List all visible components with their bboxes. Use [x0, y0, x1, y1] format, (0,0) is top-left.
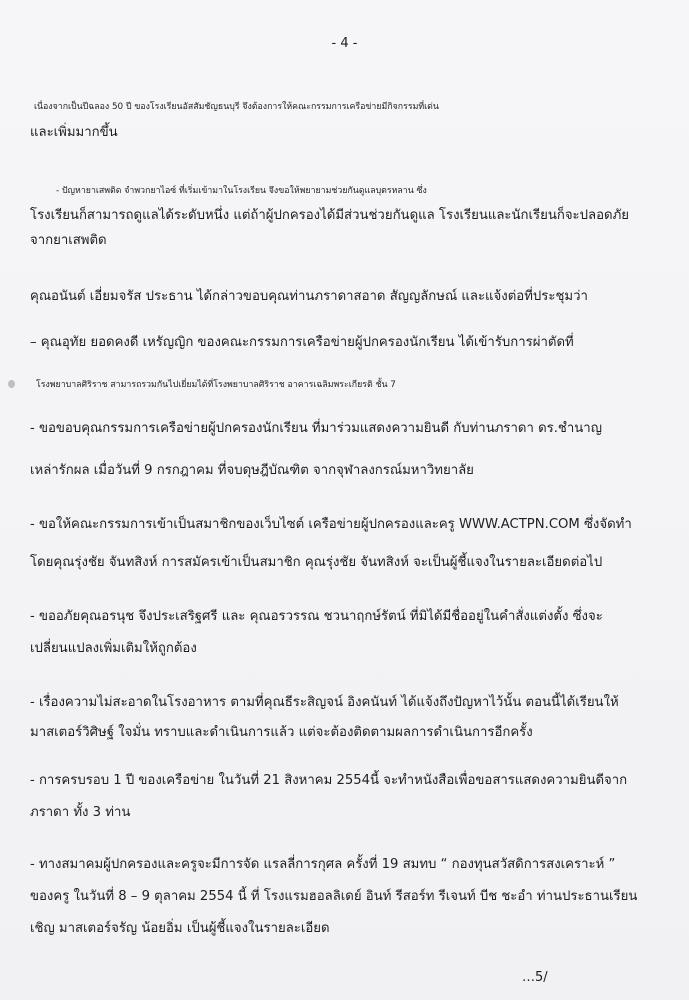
- page-number: - 4 -: [331, 36, 358, 51]
- text-line-9: - ขอขอบคุณกรรมการเครือข่ายผู้ปกครองนักเรียน ที่มาร่วมแสดงความยินดี กับท่านภราดา ดร.ชำนาญ: [30, 421, 602, 436]
- text-line-14: เปลี่ยนแปลงเพิ่มเติมให้ถูกต้อง: [30, 641, 197, 656]
- text-line-17: - การครบรอบ 1 ปี ของเครือข่าย ในวันที่ 21 สิงหาคม 2554นี้ จะทำหนังสือเพื่อขอสารแสดงความยินดีจาก: [30, 773, 628, 788]
- text-line-5: จากยาเสพติด: [30, 233, 107, 248]
- text-line-2: และเพิ่มมากขึ้น: [30, 125, 118, 140]
- text-line-18: ภราดา ทั้ง 3 ท่าน: [30, 805, 131, 820]
- text-line-13: - ขออภัยคุณอรนุช จึงประเสริฐศรี และ คุณอรวรรณ ชวนาฤกษ์รัตน์ ที่มิได้มีชื่ออยู่ในคำสั่งแต่งตั้ง ซึ่งจะ: [30, 609, 603, 624]
- text-line-20: ของครู ในวันที่ 8 – 9 ตุลาคม 2554 นี้ ที่ โรงแรมฮอลลิเดย์ อินท์ รีสอร์ท รีเจนท์ บีช ชะอำ ท่านประธานเรียน: [30, 889, 638, 904]
- text-line-7: – คุณอุทัย ยอดคงดี เหรัญญิก ของคณะกรรมการเครือข่ายผู้ปกครองนักเรียน ได้เข้ารับการผ่าตัดที่: [30, 335, 574, 350]
- text-line-15: - เรื่องความไม่สะอาดในโรงอาหาร ตามที่คุณธีระสิญจน์ อิงคนันท์ ได้แจ้งถึงปัญหาไว้นั้น ตอนนี้ได้เรียนให้: [30, 695, 619, 710]
- text-line-11: - ขอให้คณะกรรมการเข้าเป็นสมาชิกของเว็บไซต์ เครือข่ายผู้ปกครองและครู WWW.ACTPN.COM ซึ่งจัดทำ: [30, 517, 632, 532]
- text-line-3: - ปัญหายาเสพติด จำพวกยาไอซ์ ที่เริ่มเข้ามาในโรงเรียน จึงขอให้พยายามช่วยกันดูแลบุตรหลาน ซึ่ง: [56, 186, 427, 196]
- text-line-19: - ทางสมาคมผู้ปกครองและครูจะมีการจัด แรลลี่การกุศล ครั้งที่ 19 สมทบ “ กองทุนสวัสดิการสงเคราะห์ ”: [30, 857, 616, 872]
- scan-speck: [8, 380, 15, 388]
- text-line-6: คุณอนันต์ เอี่ยมจรัส ประธาน ได้กล่าวขอบคุณท่านภราดาสอาด สัญญลักษณ์ และแจ้งต่อที่ประชุมว่า: [30, 289, 588, 304]
- text-line-8: โรงพยาบาลศิริราช สามารถรวมกันไปเยี่ยมได้ที่โรงพยาบาลศิริราช อาคารเฉลิมพระเกียรติ ชั้น 7: [36, 380, 396, 390]
- text-line-16: มาสเตอร์วิศิษฐ์ ใจมั่น ทราบและดำเนินการแล้ว แต่จะต้องติดตามผลการดำเนินการอีกครั้ง: [30, 725, 533, 740]
- text-line-10: เหล่ารักผล เมื่อวันที่ 9 กรกฎาคม ที่จบดุษฎีบัณฑิต จากจุฬาลงกรณ์มหาวิทยาลัย: [30, 463, 474, 478]
- text-line-4: โรงเรียนก็สามารถดูแลได้ระดับหนึ่ง แต่ถ้าผู้ปกครองได้มีส่วนช่วยกันดูแล โรงเรียนและนักเรียนก็จะปลอดภัย: [30, 208, 629, 223]
- continuation-marker: …5/: [522, 970, 548, 985]
- text-line-21: เชิญ มาสเตอร์จรัญ น้อยอิ่ม เป็นผู้ชี้แจงในรายละเอียด: [30, 921, 330, 936]
- text-line-12: โดยคุณรุ่งชัย จันทสิงห์ การสมัครเข้าเป็นสมาชิก คุณรุ่งชัย จันทสิงห์ จะเป็นผู้ชี้แจงในรายละเอียดต่อไป: [30, 555, 603, 570]
- text-line-1: เนื่องจากเป็นปีฉลอง 50 ปี ของโรงเรียนอัสสัมชัญธนบุรี จึงต้องการให้คณะกรรมการเครือข่ายมีกิจกรรมที่เด่น: [34, 102, 439, 112]
